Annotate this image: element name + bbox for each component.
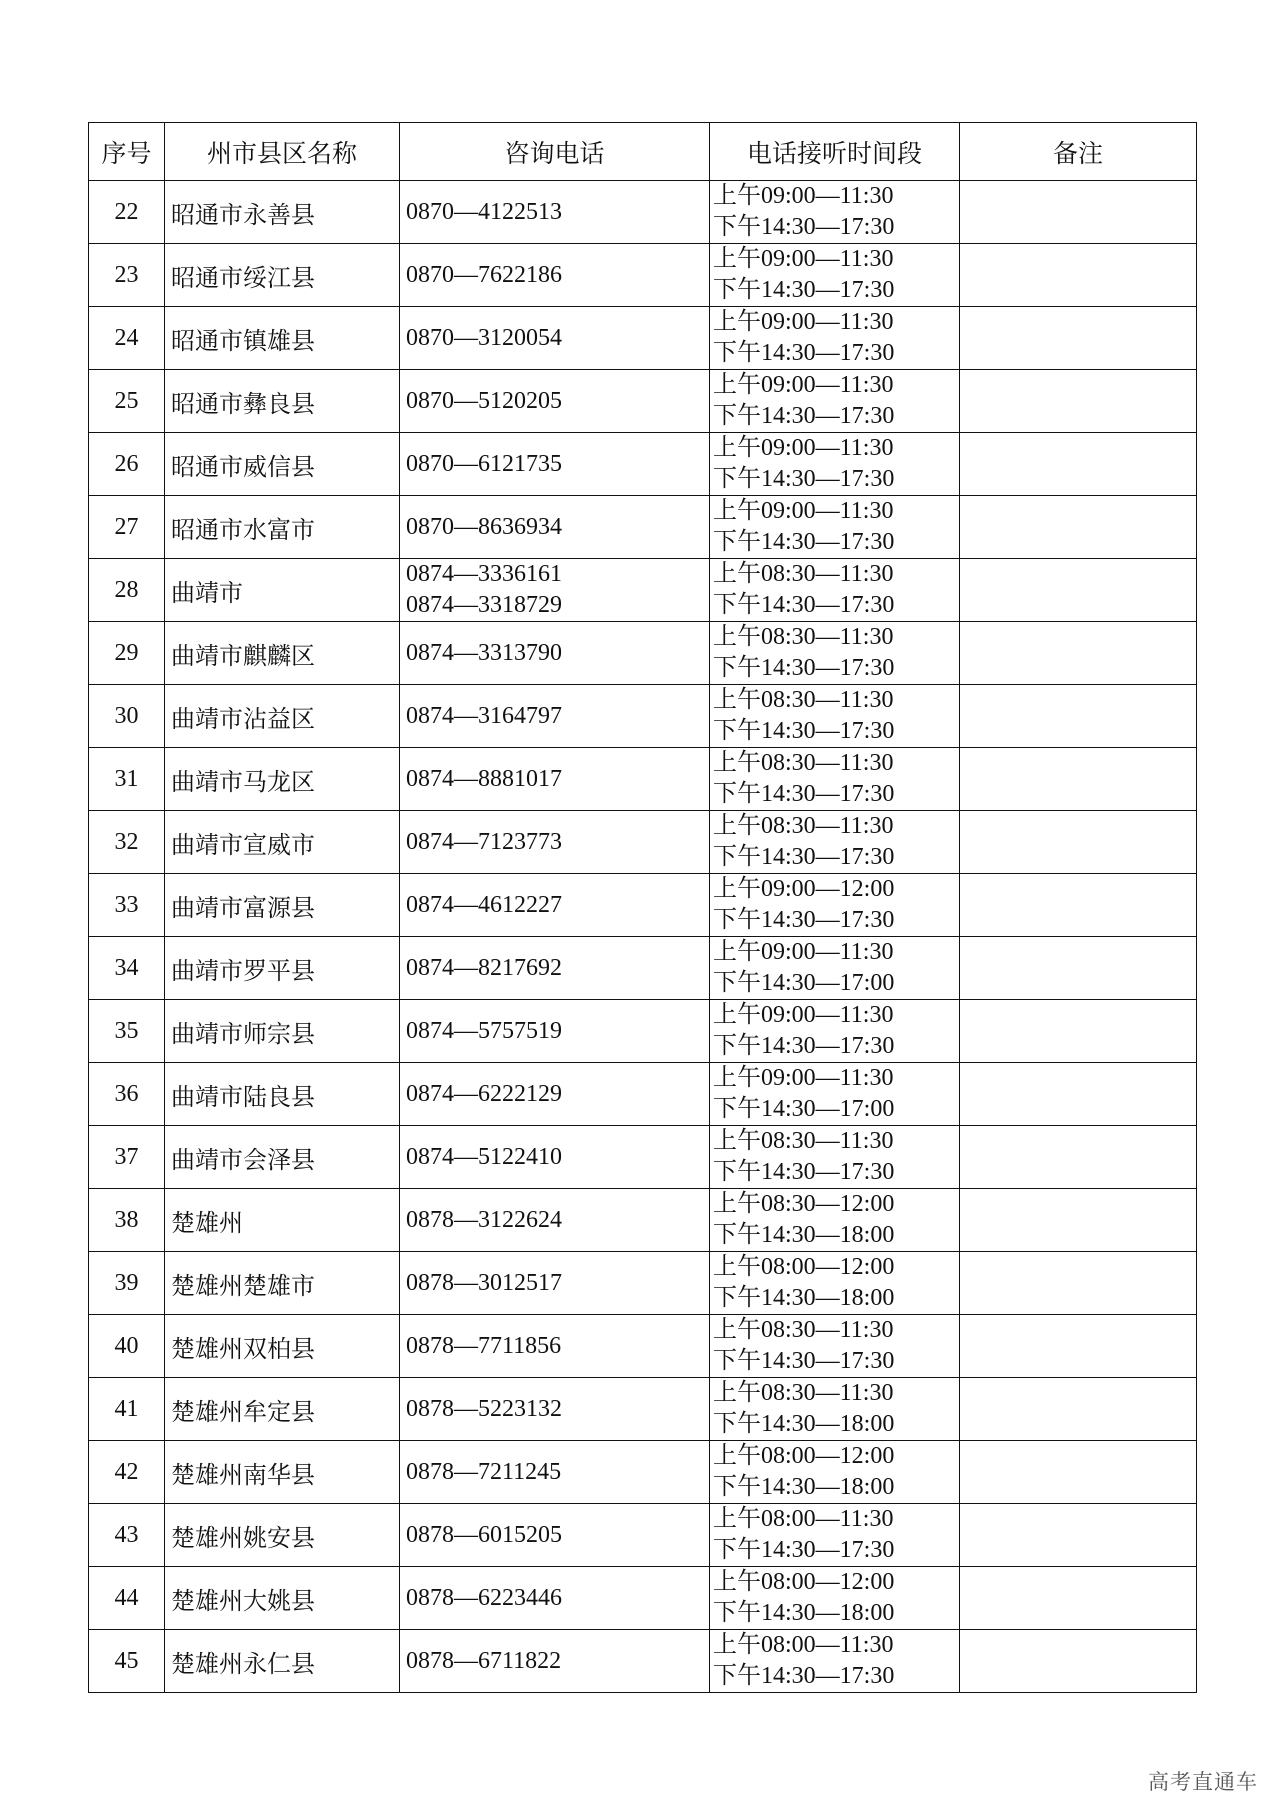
phone-cell (400, 685, 710, 748)
morning-hours: 上午08:30—11:30 (713, 1128, 894, 1154)
hours-cell (710, 1567, 960, 1630)
region-name: 曲靖市师宗县 (165, 1000, 400, 1063)
phone-cell (400, 433, 710, 496)
phone-cell (400, 1063, 710, 1126)
morning-hours: 上午09:00—11:30 (713, 183, 894, 209)
morning-hours: 上午09:00—11:30 (713, 1065, 894, 1091)
header-note: 备注 (960, 123, 1197, 181)
hours-cell (710, 811, 960, 874)
hours-cell (710, 748, 960, 811)
hours-cell (710, 496, 960, 559)
phone-number: 0870—6121735 (406, 450, 562, 477)
table-row (89, 1441, 1197, 1504)
phone-cell (400, 496, 710, 559)
row-number: 44 (89, 1567, 165, 1630)
phone-number: 0874—7123773 (406, 828, 562, 855)
note-cell (960, 1378, 1197, 1441)
note-cell (960, 811, 1197, 874)
row-number: 26 (89, 433, 165, 496)
phone-cell (400, 244, 710, 307)
afternoon-hours: 下午14:30—17:00 (713, 1096, 895, 1122)
phone-number: 0878—5223132 (406, 1395, 562, 1422)
phone-cell (400, 1252, 710, 1315)
row-number: 37 (89, 1126, 165, 1189)
morning-hours: 上午09:00—11:30 (713, 372, 894, 398)
row-number: 35 (89, 1000, 165, 1063)
phone-cell (400, 1630, 710, 1693)
phone-number: 0874—8881017 (406, 765, 562, 792)
note-cell (960, 1189, 1197, 1252)
phone-cell (400, 748, 710, 811)
phone-number: 0878—6711822 (406, 1647, 562, 1674)
row-number: 29 (89, 622, 165, 685)
hours-cell (710, 1630, 960, 1693)
hours-cell (710, 1504, 960, 1567)
table-row (89, 244, 1197, 307)
afternoon-hours: 下午14:30—17:30 (713, 907, 895, 933)
phone-number: 0878—6015205 (406, 1521, 562, 1548)
hours-cell (710, 433, 960, 496)
morning-hours: 上午08:30—11:30 (713, 561, 894, 587)
region-name: 曲靖市麒麟区 (165, 622, 400, 685)
hours-cell (710, 874, 960, 937)
morning-hours: 上午09:00—11:30 (713, 246, 894, 272)
row-number: 43 (89, 1504, 165, 1567)
afternoon-hours: 下午14:30—17:00 (713, 970, 895, 996)
table-row (89, 937, 1197, 1000)
table-row (89, 1252, 1197, 1315)
note-cell (960, 1504, 1197, 1567)
morning-hours: 上午08:30—11:30 (713, 750, 894, 776)
morning-hours: 上午08:30—11:30 (713, 687, 894, 713)
afternoon-hours: 下午14:30—17:30 (713, 340, 895, 366)
phone-number: 0874—8217692 (406, 954, 562, 981)
afternoon-hours: 下午14:30—17:30 (713, 844, 895, 870)
note-cell (960, 874, 1197, 937)
phone-cell (400, 874, 710, 937)
table-row (89, 559, 1197, 622)
note-cell (960, 1063, 1197, 1126)
hours-cell (710, 244, 960, 307)
note-cell (960, 559, 1197, 622)
region-name: 曲靖市马龙区 (165, 748, 400, 811)
note-cell (960, 748, 1197, 811)
row-number: 40 (89, 1315, 165, 1378)
region-name: 楚雄州楚雄市 (165, 1252, 400, 1315)
table-row (89, 1567, 1197, 1630)
morning-hours: 上午08:00—12:00 (713, 1569, 895, 1595)
table-row (89, 874, 1197, 937)
table-row (89, 1189, 1197, 1252)
phone-number: 0878—3122624 (406, 1206, 562, 1233)
phone-number: 0870—8636934 (406, 513, 562, 540)
table-row (89, 1378, 1197, 1441)
afternoon-hours: 下午14:30—17:30 (713, 214, 895, 240)
note-cell (960, 1630, 1197, 1693)
table-row (89, 1315, 1197, 1378)
morning-hours: 上午08:30—11:30 (713, 624, 894, 650)
row-number: 32 (89, 811, 165, 874)
table-row (89, 685, 1197, 748)
afternoon-hours: 下午14:30—17:30 (713, 403, 895, 429)
morning-hours: 上午08:00—11:30 (713, 1632, 894, 1658)
afternoon-hours: 下午14:30—17:30 (713, 1537, 895, 1563)
afternoon-hours: 下午14:30—17:30 (713, 655, 895, 681)
phone-cell (400, 370, 710, 433)
note-cell (960, 181, 1197, 244)
hours-cell (710, 1378, 960, 1441)
hours-cell (710, 1063, 960, 1126)
hours-cell (710, 622, 960, 685)
region-name: 曲靖市陆良县 (165, 1063, 400, 1126)
morning-hours: 上午08:00—11:30 (713, 1506, 894, 1532)
hours-cell (710, 1126, 960, 1189)
afternoon-hours: 下午14:30—17:30 (713, 1348, 895, 1374)
phone-number: 0870—3120054 (406, 324, 562, 351)
region-name: 楚雄州双柏县 (165, 1315, 400, 1378)
afternoon-hours: 下午14:30—17:30 (713, 592, 895, 618)
row-number: 27 (89, 496, 165, 559)
afternoon-hours: 下午14:30—17:30 (713, 466, 895, 492)
region-name: 昭通市绥江县 (165, 244, 400, 307)
row-number: 33 (89, 874, 165, 937)
region-name: 楚雄州大姚县 (165, 1567, 400, 1630)
header-phone: 咨询电话 (400, 123, 710, 181)
hours-cell (710, 370, 960, 433)
table-row (89, 748, 1197, 811)
region-name: 曲靖市富源县 (165, 874, 400, 937)
afternoon-hours: 下午14:30—17:30 (713, 277, 895, 303)
phone-cell (400, 1126, 710, 1189)
hours-cell (710, 307, 960, 370)
table-row (89, 1126, 1197, 1189)
row-number: 30 (89, 685, 165, 748)
morning-hours: 上午08:00—12:00 (713, 1443, 895, 1469)
region-name: 昭通市镇雄县 (165, 307, 400, 370)
morning-hours: 上午08:30—11:30 (713, 1380, 894, 1406)
region-name: 曲靖市罗平县 (165, 937, 400, 1000)
row-number: 23 (89, 244, 165, 307)
phone-number: 0878—6223446 (406, 1584, 562, 1611)
note-cell (960, 370, 1197, 433)
note-cell (960, 433, 1197, 496)
table-header-row (89, 123, 1197, 181)
region-name: 曲靖市 (165, 559, 400, 622)
afternoon-hours: 下午14:30—17:30 (713, 1159, 895, 1185)
region-name: 楚雄州南华县 (165, 1441, 400, 1504)
afternoon-hours: 下午14:30—18:00 (713, 1474, 895, 1500)
header-name: 州市县区名称 (165, 123, 400, 181)
row-number: 25 (89, 370, 165, 433)
table-row (89, 496, 1197, 559)
row-number: 42 (89, 1441, 165, 1504)
phone-number: 0870—4122513 (406, 198, 562, 225)
table-row (89, 811, 1197, 874)
phone-cell (400, 1441, 710, 1504)
afternoon-hours: 下午14:30—18:00 (713, 1600, 895, 1626)
phone-number: 0870—7622186 (406, 261, 562, 288)
hours-cell (710, 1441, 960, 1504)
note-cell (960, 1315, 1197, 1378)
row-number: 28 (89, 559, 165, 622)
phone-number: 0870—5120205 (406, 387, 562, 414)
note-cell (960, 1000, 1197, 1063)
note-cell (960, 1252, 1197, 1315)
afternoon-hours: 下午14:30—17:30 (713, 781, 895, 807)
region-name: 楚雄州永仁县 (165, 1630, 400, 1693)
table-row (89, 1000, 1197, 1063)
phone-number: 0874—5122410 (406, 1143, 562, 1170)
row-number: 38 (89, 1189, 165, 1252)
table-row (89, 1630, 1197, 1693)
afternoon-hours: 下午14:30—18:00 (713, 1411, 895, 1437)
phone-number: 0874—4612227 (406, 891, 562, 918)
row-number: 45 (89, 1630, 165, 1693)
phone-cell (400, 1000, 710, 1063)
afternoon-hours: 下午14:30—17:30 (713, 718, 895, 744)
afternoon-hours: 下午14:30—17:30 (713, 1033, 895, 1059)
table-row (89, 181, 1197, 244)
note-cell (960, 1441, 1197, 1504)
phone-number: 0874—5757519 (406, 1017, 562, 1044)
afternoon-hours: 下午14:30—17:30 (713, 529, 895, 555)
note-cell (960, 685, 1197, 748)
note-cell (960, 496, 1197, 559)
row-number: 31 (89, 748, 165, 811)
region-name: 昭通市永善县 (165, 181, 400, 244)
phone-cell (400, 1567, 710, 1630)
row-number: 36 (89, 1063, 165, 1126)
hours-cell (710, 181, 960, 244)
note-cell (960, 1567, 1197, 1630)
phone-number: 0878—7711856 (406, 1332, 562, 1359)
morning-hours: 上午09:00—11:30 (713, 435, 894, 461)
phone-cell (400, 811, 710, 874)
note-cell (960, 244, 1197, 307)
phone-number: 0874—3318729 (406, 592, 562, 618)
table-row (89, 622, 1197, 685)
hours-cell (710, 1315, 960, 1378)
morning-hours: 上午08:30—11:30 (713, 813, 894, 839)
row-number: 22 (89, 181, 165, 244)
phone-number: 0878—3012517 (406, 1269, 562, 1296)
afternoon-hours: 下午14:30—18:00 (713, 1285, 895, 1311)
morning-hours: 上午09:00—11:30 (713, 1002, 894, 1028)
header-no: 序号 (89, 123, 165, 181)
region-name: 楚雄州姚安县 (165, 1504, 400, 1567)
contact-table (88, 122, 1197, 1693)
hours-cell (710, 559, 960, 622)
region-name: 曲靖市会泽县 (165, 1126, 400, 1189)
note-cell (960, 307, 1197, 370)
morning-hours: 上午09:00—12:00 (713, 876, 895, 902)
morning-hours: 上午09:00—11:30 (713, 498, 894, 524)
region-name: 楚雄州牟定县 (165, 1378, 400, 1441)
phone-cell (400, 1504, 710, 1567)
morning-hours: 上午09:00—11:30 (713, 309, 894, 335)
phone-number: 0874—3336161 (406, 561, 562, 587)
hours-cell (710, 1000, 960, 1063)
table-row (89, 1063, 1197, 1126)
hours-cell (710, 685, 960, 748)
note-cell (960, 1126, 1197, 1189)
table-body (89, 181, 1197, 1693)
phone-cell (400, 181, 710, 244)
afternoon-hours: 下午14:30—18:00 (713, 1222, 895, 1248)
table-row (89, 307, 1197, 370)
hours-cell (710, 1189, 960, 1252)
phone-cell (400, 622, 710, 685)
phone-number: 0874—3313790 (406, 639, 562, 666)
watermark: 高考直通车 (1148, 1770, 1258, 1794)
phone-cell (400, 1189, 710, 1252)
region-name: 昭通市彝良县 (165, 370, 400, 433)
morning-hours: 上午08:30—11:30 (713, 1317, 894, 1343)
table-row (89, 433, 1197, 496)
note-cell (960, 622, 1197, 685)
region-name: 楚雄州 (165, 1189, 400, 1252)
hours-cell (710, 1252, 960, 1315)
phone-number: 0878—7211245 (406, 1458, 562, 1485)
region-name: 昭通市威信县 (165, 433, 400, 496)
header-hours: 电话接听时间段 (710, 123, 960, 181)
note-cell (960, 937, 1197, 1000)
afternoon-hours: 下午14:30—17:30 (713, 1663, 895, 1689)
phone-cell (400, 1378, 710, 1441)
morning-hours: 上午08:00—12:00 (713, 1254, 895, 1280)
row-number: 41 (89, 1378, 165, 1441)
table-row (89, 370, 1197, 433)
phone-cell (400, 307, 710, 370)
row-number: 39 (89, 1252, 165, 1315)
hours-cell (710, 937, 960, 1000)
row-number: 34 (89, 937, 165, 1000)
region-name: 曲靖市宣威市 (165, 811, 400, 874)
phone-number: 0874—3164797 (406, 702, 562, 729)
phone-cell (400, 937, 710, 1000)
region-name: 曲靖市沾益区 (165, 685, 400, 748)
morning-hours: 上午09:00—11:30 (713, 939, 894, 965)
row-number: 24 (89, 307, 165, 370)
region-name: 昭通市水富市 (165, 496, 400, 559)
phone-cell (400, 559, 710, 622)
table-row (89, 1504, 1197, 1567)
morning-hours: 上午08:30—12:00 (713, 1191, 895, 1217)
phone-cell (400, 1315, 710, 1378)
phone-number: 0874—6222129 (406, 1080, 562, 1107)
